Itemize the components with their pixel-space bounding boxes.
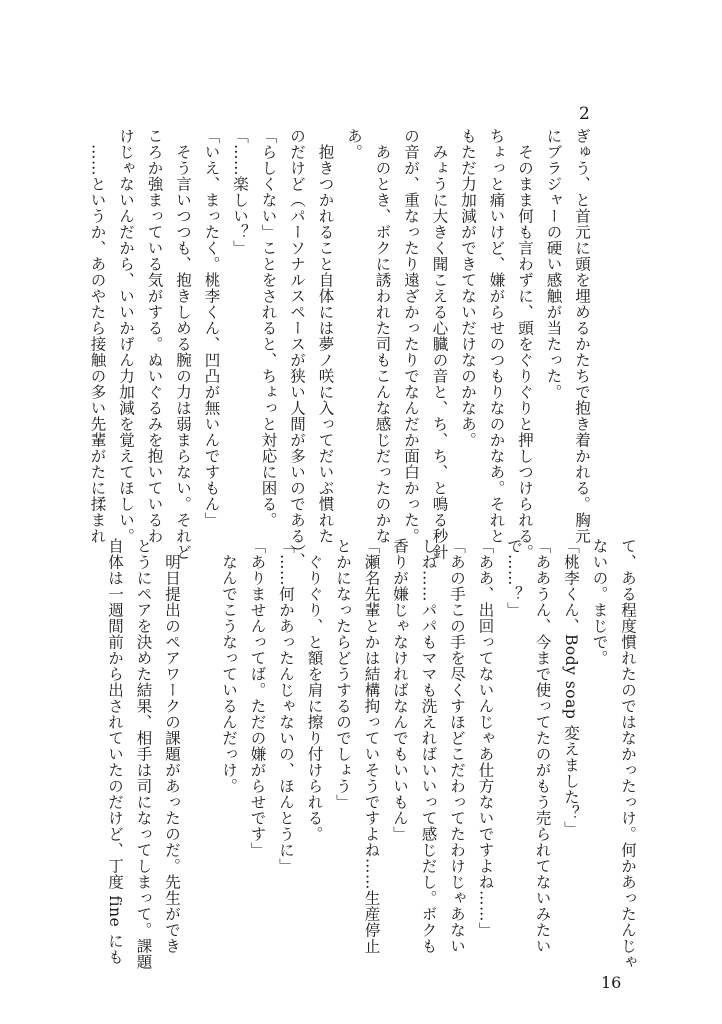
- text-line: そう言いつつも、抱きしめる腕の力は弱まらない。それど: [174, 128, 192, 560]
- text-line: 「あの手この手を尽くすほどこだわってたわけじゃあない: [448, 538, 466, 954]
- text-line: ころか強まっている気がする。ぬいぐるみを抱いているわ: [145, 128, 164, 544]
- text-line: [186, 538, 215, 970]
- text-line: 「ありませんってば。ただの嫌がらせです」: [248, 538, 267, 858]
- text-line: ないの。まじで。: [590, 538, 609, 666]
- text-line: とうにペアを決めた結果、相手は司になってしまって。課題: [134, 538, 153, 970]
- text-line: 「ああうん、今まで使ってたのがもう売られてないみたい: [533, 538, 552, 954]
- text-line: 「らしくない」ことをされると、ちょっと対応に困る。: [259, 128, 278, 528]
- page-number: 16: [601, 973, 622, 992]
- text-line: 自体は一週間前から出されていたのだけど、丁度 fine にも: [106, 538, 124, 965]
- text-line: 抱きつかれること自体には夢ノ咲に入ってだいぶ慣れた: [316, 128, 335, 544]
- text-line: あ。: [345, 128, 363, 160]
- text-line: ぐりぐり、と額を肩に擦り付けられる。: [305, 538, 324, 842]
- text-line: 「……楽しい？」: [231, 128, 249, 256]
- text-line: みょうに大きく聞こえる心臓の音と、ち、ち、と鳴る秒針: [430, 128, 449, 560]
- text-line: 「桃李くん、Body soap 変えました？」: [562, 538, 580, 837]
- text-line: もただ力加減ができてないだけなのかなあ。: [459, 128, 477, 448]
- text-line: ちょっと痛いけど、嫌がらせのつもりなのかなあ。それと: [487, 128, 506, 544]
- text-line: ……というか、あのやたら接触の多い先輩がたに揉まれ: [88, 128, 107, 544]
- text-line: 「瀬名先輩とかは結構拘っていそうですよね……生産停止: [362, 538, 381, 954]
- text-line: 香りが嫌じゃなければなんでもいいもん」: [391, 538, 409, 842]
- text-line: て、ある程度慣れたのではなかったっけ。何かあったんじゃ: [619, 538, 637, 970]
- text-line: 「いえ、まったく。桃李くん、凹凸が無いんですもん」: [202, 128, 221, 528]
- text-line: とかになったらどうするのでしょう」: [334, 538, 352, 810]
- text-line: ぎゅう、と首元に頭を埋めるかたちで抱き着かれる。胸元: [573, 128, 591, 544]
- chapter-number: 2: [579, 104, 590, 124]
- text-line: にブラジャーの硬い感触が当たった。: [544, 128, 563, 400]
- text-line: 「……何かあったんじゃないの、ほんとうに」: [277, 538, 295, 874]
- text-line: のだけど（パーソナルスペースが狭い人間が多いのである）、: [288, 128, 306, 569]
- text-line: 「ああ、出回ってないんじゃあ仕方ないですよね……」: [476, 538, 495, 938]
- text-line: なんでこうなっているんだっけ。: [220, 538, 238, 794]
- text-line: しね……パパもママも洗えればいいって感じだし。ボクも: [419, 538, 438, 954]
- text-line: あのとき、ボクに誘われた司もこんな感じだったのかな: [373, 128, 392, 544]
- text-line: けじゃないんだから、いいかげん力加減を覚えてほしい。: [117, 128, 135, 544]
- text-line: 明日提出のペアワークの課題があったのだ。先生ができ: [163, 538, 181, 954]
- text-line: の音が、重なったり遠ざかったりでなんだか面白かった。: [402, 128, 420, 544]
- text-block-bottom: [106, 538, 642, 970]
- text-line: で……？」: [505, 538, 523, 618]
- text-block-top: [88, 128, 596, 569]
- text-line: そのまま何も言わずに、頭をぐりぐりと押しつけられる。: [516, 128, 534, 560]
